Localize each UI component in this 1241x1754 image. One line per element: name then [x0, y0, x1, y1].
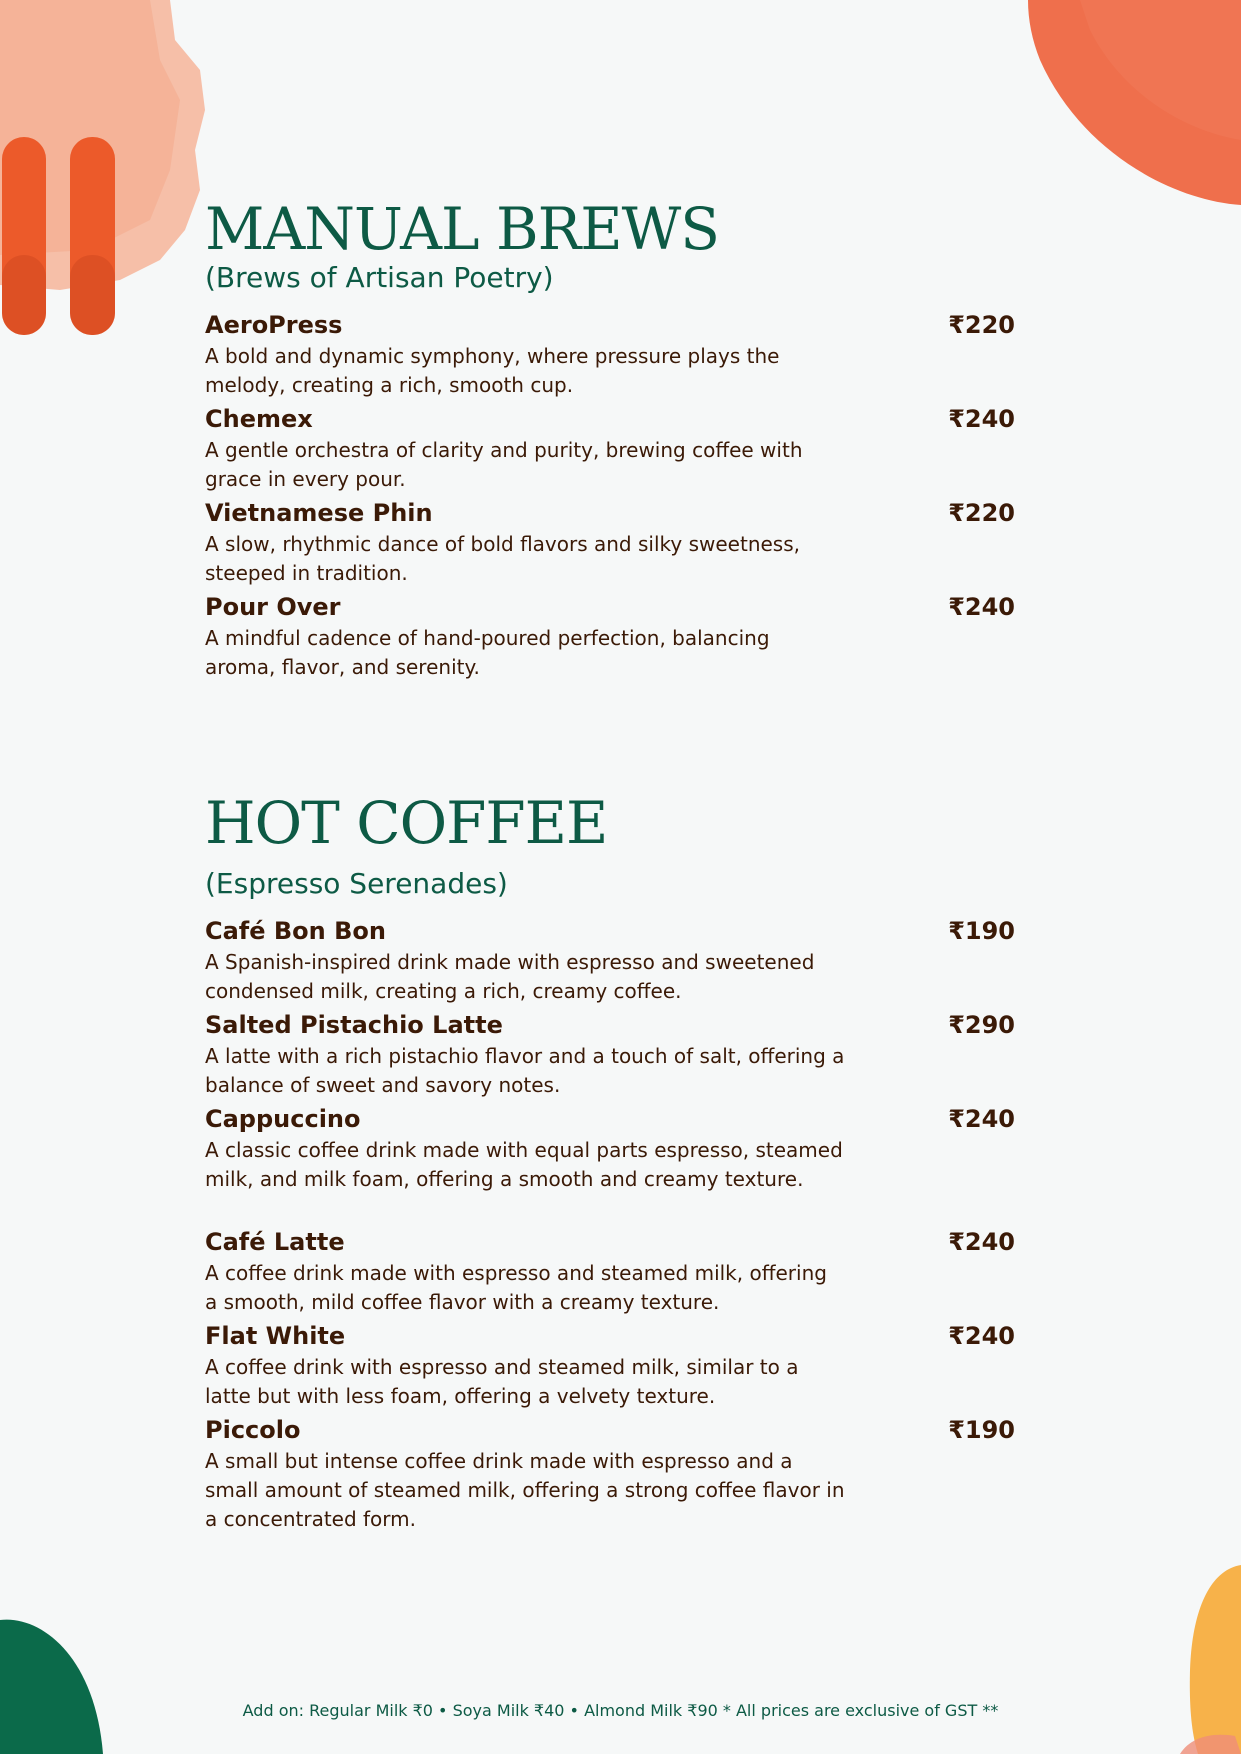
orange-corner-circle: [1020, 0, 1241, 210]
menu-item: [205, 1010, 1020, 1104]
item-name: Café Bon Bon: [205, 917, 386, 945]
item-price: ₹240: [948, 1228, 1015, 1256]
item-name: Piccolo: [205, 1416, 301, 1444]
item-name: Cappuccino: [205, 1105, 361, 1133]
section-subtitle: (Espresso Serenades): [205, 867, 508, 900]
item-price: ₹290: [948, 1011, 1015, 1039]
menu-item: [205, 310, 1020, 404]
item-description: A latte with a rich pistachio flavor and a touch of salt, offering a balance of sweet and savory notes.: [205, 1044, 845, 1097]
item-description: A bold and dynamic symphony, where pressure plays the melody, creating a rich, smooth cup.: [205, 344, 780, 397]
item-name: Salted Pistachio Latte: [205, 1011, 503, 1039]
menu-item: [205, 1415, 1020, 1538]
item-name: Flat White: [205, 1322, 346, 1350]
menu-item: [205, 498, 1020, 592]
section-subtitle: (Brews of Artisan Poetry): [205, 261, 554, 294]
section-hot-coffee: [205, 789, 1020, 1538]
item-price: ₹220: [948, 499, 1015, 527]
section-title: MANUAL BREWS: [205, 195, 719, 263]
item-description: A gentle orchestra of clarity and purity, brewing coffee with grace in every pour.: [205, 438, 803, 491]
item-price: ₹190: [948, 1416, 1015, 1444]
item-description: A classic coffee drink made with equal parts espresso, steamed milk, and milk foam, offering a smooth and creamy texture.: [205, 1138, 843, 1191]
item-price: ₹220: [948, 311, 1015, 339]
item-price: ₹240: [948, 405, 1015, 433]
section-manual-brews: [205, 195, 1020, 686]
item-name: Pour Over: [205, 593, 341, 621]
item-description: A Spanish-inspired drink made with espresso and sweetened condensed milk, creating a rich, creamy coffee.: [205, 950, 815, 1003]
mustard-corner-blob: [1180, 1560, 1241, 1754]
menu-item: [205, 404, 1020, 498]
item-name: Café Latte: [205, 1228, 345, 1256]
item-price: ₹240: [948, 1105, 1015, 1133]
item-name: Chemex: [205, 405, 313, 433]
menu-item: [205, 1321, 1020, 1415]
orange-brush-strokes: [0, 135, 120, 340]
item-price: ₹240: [948, 1322, 1015, 1350]
item-price: ₹240: [948, 593, 1015, 621]
item-description: A slow, rhythmic dance of bold flavors and silky sweetness, steeped in tradition.: [205, 532, 800, 585]
menu-item: [205, 1227, 1020, 1321]
item-description: A coffee drink made with espresso and steamed milk, offering a smooth, mild coffee flavor with a creamy texture.: [205, 1261, 827, 1314]
item-price: ₹190: [948, 917, 1015, 945]
menu-item: [205, 1104, 1020, 1227]
menu-item: [205, 592, 1020, 686]
item-name: Vietnamese Phin: [205, 499, 433, 527]
item-description: A coffee drink with espresso and steamed milk, similar to a latte but with less foam, offering a velvety texture.: [205, 1355, 799, 1408]
add-on-footer-note: Add on: Regular Milk ₹0 • Soya Milk ₹40 • Almond Milk ₹90 * All prices are exclusive of GST **: [242, 1701, 999, 1720]
menu-item: [205, 916, 1020, 1010]
section-title: HOT COFFEE: [205, 789, 608, 857]
green-corner-blob: [0, 1615, 110, 1754]
item-description: A small but intense coffee drink made with espresso and a small amount of steamed milk, offering a strong coffee flavor in a concentrated form.: [205, 1449, 845, 1531]
item-name: AeroPress: [205, 311, 343, 339]
item-description: A mindful cadence of hand-poured perfection, balancing aroma, flavor, and serenity.: [205, 626, 770, 679]
